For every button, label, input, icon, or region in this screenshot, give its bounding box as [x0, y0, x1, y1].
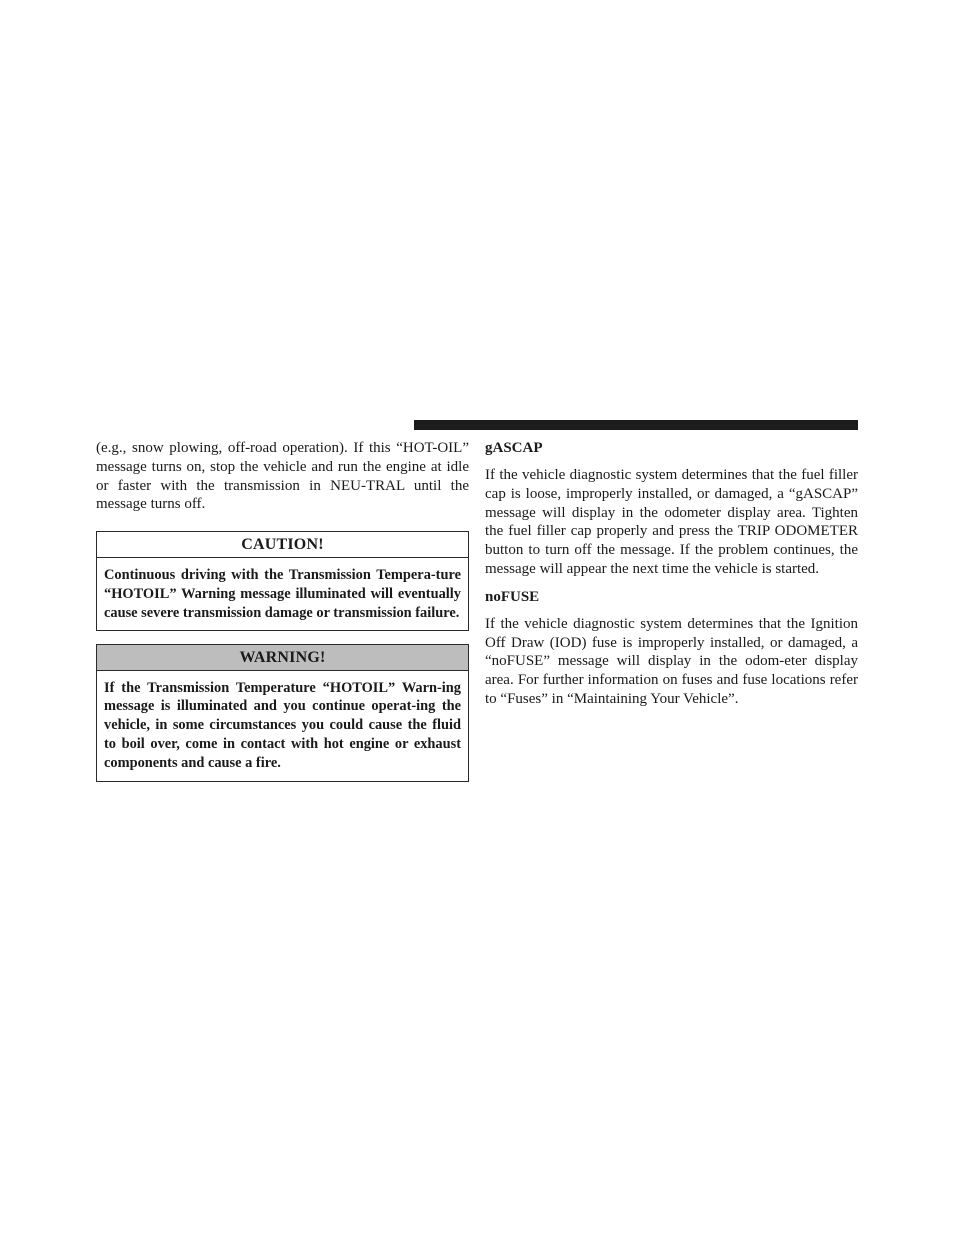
warning-title: WARNING! [97, 645, 468, 671]
warning-body: If the Transmission Temperature “HOTOIL” Warn-ing message is illuminated and you continue operat-ing the vehicle, in some circumstances you could cause the fluid to boil over, come in contact with hot engine or exhaust components and cause a fire. [104, 679, 461, 771]
intro-paragraph: (e.g., snow plowing, off-road operation). If this “HOT-OIL” message turns on, stop the vehicle and run the engine at idle or faster with the transmission in NEU-TRAL until the message turns off. [96, 440, 469, 513]
left-column [96, 437, 469, 782]
warning-box [96, 644, 469, 782]
section-heading-gascap: gASCAP [485, 440, 543, 456]
section-heading-nofuse: noFUSE [485, 588, 540, 605]
caution-title: CAUTION! [97, 532, 468, 558]
section-body-nofuse: If the vehicle diagnostic system determines that the Ignition Off Draw (IOD) fuse is improperly installed, or damaged, a “noFUSE” message will display in the odom-eter display area. For further information on fuses and fuse locations refer to “Fuses” in “Maintaining Your Vehicle”. [485, 615, 858, 707]
right-column [485, 437, 858, 709]
section-header-bar [414, 420, 858, 430]
caution-body: Continuous driving with the Transmission Tempera-ture “HOTOIL” Warning message illuminated will eventually cause severe transmission damage or transmission failure. [104, 567, 461, 621]
section-body-gascap: If the vehicle diagnostic system determines that the fuel filler cap is loose, improperly installed, or damaged, a “gASCAP” message will display in the odometer display area. Tighten the fuel filler cap properly and press the TRIP ODOMETER button to turn off the message. If the problem continues, the message will appear the next time the vehicle is started. [485, 467, 858, 577]
caution-box [96, 531, 469, 630]
